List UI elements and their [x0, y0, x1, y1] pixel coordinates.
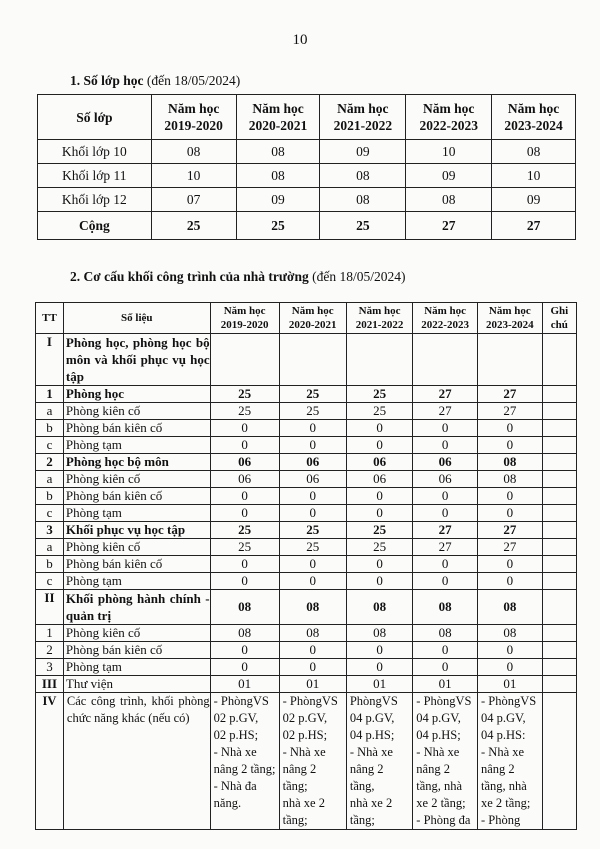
row-label: Khối lớp 11	[38, 164, 152, 188]
table-row	[38, 164, 576, 188]
value-cell: 0	[279, 642, 346, 659]
value-cell: 08	[478, 590, 543, 625]
value-cell	[542, 420, 576, 437]
value-cell: 0	[346, 505, 412, 522]
value-cell	[542, 488, 576, 505]
section-2-heading	[70, 269, 405, 285]
value-cell: 0	[210, 420, 279, 437]
value-cell: - PhòngVS 02 p.GV, 02 p.HS; - Nhà xe nâng 2 tầng; nhà xe 2 tầng;	[279, 693, 346, 830]
row-label: Phòng tạm	[63, 505, 210, 522]
table-row	[38, 140, 576, 164]
value-cell: - PhòngVS 02 p.GV, 02 p.HS; - Nhà xe nâng 2 tầng; - Nhà đa năng.	[210, 693, 279, 830]
table-row	[36, 659, 577, 676]
value-cell: - PhòngVS 04 p.GV, 04 p.HS; - Nhà xe nâng 2 tầng, nhà xe 2 tầng; - Phòng đa	[413, 693, 478, 830]
value-cell: 08	[210, 625, 279, 642]
table-row	[36, 522, 577, 539]
value-cell: 08	[478, 471, 543, 488]
row-label: Khối phục vụ học tập	[63, 522, 210, 539]
value-cell: 06	[346, 454, 412, 471]
value-cell: 27	[413, 539, 478, 556]
value-cell	[542, 505, 576, 522]
value-cell	[542, 454, 576, 471]
value-cell: 01	[478, 676, 543, 693]
table-row	[36, 676, 577, 693]
row-label: Khối phòng hành chính - quản trị	[63, 590, 210, 625]
value-cell: 08	[406, 188, 492, 212]
header-cell: Năm học 2020-2021	[279, 303, 346, 334]
value-cell	[346, 334, 412, 386]
value-cell: 0	[210, 437, 279, 454]
value-cell: 0	[346, 642, 412, 659]
value-cell: 0	[478, 488, 543, 505]
value-cell: 25	[279, 386, 346, 403]
value-cell: 0	[279, 488, 346, 505]
table-row	[36, 625, 577, 642]
row-number: a	[36, 403, 64, 420]
value-cell: 0	[346, 659, 412, 676]
section-2-heading-bold: 2. Cơ cấu khối công trình của nhà trường	[70, 269, 309, 284]
value-cell: 0	[346, 556, 412, 573]
table-row	[36, 642, 577, 659]
header-cell: Năm học 2022-2023	[413, 303, 478, 334]
value-cell	[542, 693, 576, 830]
value-cell: 08	[210, 590, 279, 625]
total-row	[38, 212, 576, 240]
value-cell: 06	[413, 471, 478, 488]
header-cell: Ghi chú	[542, 303, 576, 334]
value-cell: 25	[210, 539, 279, 556]
value-cell: 0	[346, 573, 412, 590]
value-cell: 0	[346, 437, 412, 454]
total-value-cell: 27	[492, 212, 576, 240]
value-cell: 25	[210, 403, 279, 420]
table-row	[36, 334, 577, 386]
value-cell: 09	[236, 188, 320, 212]
value-cell: 27	[478, 522, 543, 539]
value-cell	[542, 556, 576, 573]
value-cell: 0	[413, 420, 478, 437]
value-cell: 08	[236, 140, 320, 164]
header-cell: Năm học 2023-2024	[492, 95, 576, 140]
value-cell: 0	[413, 642, 478, 659]
row-label: Phòng tạm	[63, 659, 210, 676]
value-cell: 06	[346, 471, 412, 488]
row-number: b	[36, 488, 64, 505]
header-cell: TT	[36, 303, 64, 334]
facilities-table	[35, 302, 577, 830]
value-cell: 10	[406, 140, 492, 164]
value-cell: 10	[151, 164, 236, 188]
value-cell: 06	[279, 471, 346, 488]
value-cell: 07	[151, 188, 236, 212]
value-cell: 06	[210, 471, 279, 488]
value-cell: 27	[413, 403, 478, 420]
value-cell: 25	[346, 539, 412, 556]
row-number: 2	[36, 642, 64, 659]
row-number: 3	[36, 522, 64, 539]
value-cell	[542, 471, 576, 488]
value-cell: 25	[210, 522, 279, 539]
value-cell: 0	[413, 556, 478, 573]
table-row	[36, 556, 577, 573]
section-1-heading-bold: 1. Số lớp học	[70, 73, 144, 88]
table-row	[36, 590, 577, 625]
value-cell: 25	[279, 403, 346, 420]
row-number: III	[36, 676, 64, 693]
value-cell: 0	[210, 659, 279, 676]
value-cell	[542, 642, 576, 659]
value-cell: 09	[406, 164, 492, 188]
row-label: Các công trình, khối phòng chức năng khác (nếu có)	[63, 693, 210, 830]
value-cell: 27	[478, 403, 543, 420]
value-cell: 08	[413, 590, 478, 625]
total-value-cell: 25	[320, 212, 406, 240]
value-cell	[542, 659, 576, 676]
row-number: 2	[36, 454, 64, 471]
value-cell: 08	[151, 140, 236, 164]
row-number: c	[36, 505, 64, 522]
class-count-table	[37, 94, 576, 240]
value-cell: 0	[413, 505, 478, 522]
row-number: I	[36, 334, 64, 386]
header-cell: Năm học 2020-2021	[236, 95, 320, 140]
value-cell	[542, 539, 576, 556]
value-cell: 01	[210, 676, 279, 693]
header-cell: Số liệu	[63, 303, 210, 334]
value-cell: 0	[413, 488, 478, 505]
row-number: b	[36, 556, 64, 573]
value-cell: 0	[478, 420, 543, 437]
table-row	[36, 539, 577, 556]
value-cell: 25	[346, 522, 412, 539]
value-cell: 27	[413, 522, 478, 539]
section-1-heading	[70, 73, 240, 89]
row-label: Thư viện	[63, 676, 210, 693]
section-2-heading-date: (đến 18/05/2024)	[308, 269, 406, 284]
row-number: 3	[36, 659, 64, 676]
value-cell	[542, 573, 576, 590]
value-cell: 25	[279, 539, 346, 556]
value-cell: 08	[346, 625, 412, 642]
row-number: 1	[36, 625, 64, 642]
value-cell: 09	[492, 188, 576, 212]
value-cell: 0	[413, 659, 478, 676]
table-row-other-facilities	[36, 693, 577, 830]
header-cell: Năm học 2019-2020	[210, 303, 279, 334]
header-cell: Năm học 2021-2022	[346, 303, 412, 334]
page-number: 10	[292, 32, 308, 48]
row-label: Phòng tạm	[63, 437, 210, 454]
total-value-cell: 27	[406, 212, 492, 240]
header-cell: Năm học 2019-2020	[151, 95, 236, 140]
value-cell: 0	[478, 556, 543, 573]
value-cell: 0	[478, 659, 543, 676]
table-row	[36, 403, 577, 420]
value-cell	[413, 334, 478, 386]
row-number: a	[36, 471, 64, 488]
value-cell: 08	[279, 625, 346, 642]
table-row	[36, 437, 577, 454]
value-cell: 08	[320, 164, 406, 188]
value-cell: 01	[346, 676, 412, 693]
value-cell: 0	[346, 488, 412, 505]
value-cell	[542, 590, 576, 625]
value-cell: 25	[210, 386, 279, 403]
value-cell: 27	[413, 386, 478, 403]
value-cell: 06	[279, 454, 346, 471]
row-label: Phòng bán kiên cố	[63, 488, 210, 505]
value-cell: 06	[210, 454, 279, 471]
value-cell: 09	[320, 140, 406, 164]
value-cell	[542, 386, 576, 403]
row-label: Phòng kiên cố	[63, 539, 210, 556]
value-cell	[210, 334, 279, 386]
value-cell: 0	[210, 505, 279, 522]
value-cell: 27	[478, 539, 543, 556]
value-cell: 0	[279, 505, 346, 522]
value-cell: 0	[279, 573, 346, 590]
table-row	[36, 573, 577, 590]
value-cell: 0	[413, 437, 478, 454]
value-cell: 08	[478, 625, 543, 642]
total-label: Cộng	[38, 212, 152, 240]
table-row	[38, 188, 576, 212]
table-row	[36, 505, 577, 522]
value-cell: 08	[346, 590, 412, 625]
table-header-row	[36, 303, 577, 334]
value-cell: 06	[413, 454, 478, 471]
row-label: Phòng tạm	[63, 573, 210, 590]
row-label: Phòng kiên cố	[63, 403, 210, 420]
row-label: Phòng học	[63, 386, 210, 403]
value-cell	[542, 437, 576, 454]
row-number: b	[36, 420, 64, 437]
row-number: c	[36, 573, 64, 590]
value-cell	[279, 334, 346, 386]
value-cell: 08	[413, 625, 478, 642]
value-cell: 0	[279, 420, 346, 437]
value-cell: 25	[346, 403, 412, 420]
row-label: Phòng kiên cố	[63, 471, 210, 488]
header-cell: Số lớp	[38, 95, 152, 140]
value-cell: 0	[210, 556, 279, 573]
value-cell: 27	[478, 386, 543, 403]
value-cell: 10	[492, 164, 576, 188]
table-row	[36, 488, 577, 505]
row-number: c	[36, 437, 64, 454]
value-cell: 08	[279, 590, 346, 625]
header-cell: Năm học 2022-2023	[406, 95, 492, 140]
value-cell	[542, 676, 576, 693]
table-header-row	[38, 95, 576, 140]
row-label: Khối lớp 10	[38, 140, 152, 164]
row-number: II	[36, 590, 64, 625]
total-value-cell: 25	[236, 212, 320, 240]
value-cell: 0	[279, 659, 346, 676]
header-cell: Năm học 2023-2024	[478, 303, 543, 334]
value-cell: - PhòngVS 04 p.GV, 04 p.HS: - Nhà xe nâng 2 tầng, nhà xe 2 tầng; - Phòng	[478, 693, 543, 830]
value-cell: 08	[478, 454, 543, 471]
row-label: Phòng học bộ môn	[63, 454, 210, 471]
value-cell: 0	[210, 642, 279, 659]
value-cell: 0	[210, 488, 279, 505]
value-cell: 0	[478, 437, 543, 454]
table-row	[36, 420, 577, 437]
row-number: IV	[36, 693, 64, 830]
row-label: Phòng kiên cố	[63, 625, 210, 642]
table-row	[36, 471, 577, 488]
row-number: a	[36, 539, 64, 556]
value-cell: 0	[279, 437, 346, 454]
value-cell: PhòngVS 04 p.GV, 04 p.HS; - Nhà xe nâng 2 tầng, nhà xe 2 tầng;	[346, 693, 412, 830]
value-cell: 0	[478, 573, 543, 590]
table-row	[36, 454, 577, 471]
value-cell: 0	[478, 642, 543, 659]
row-label: Phòng bán kiên cố	[63, 420, 210, 437]
value-cell	[542, 403, 576, 420]
row-label: Phòng bán kiên cố	[63, 642, 210, 659]
row-label: Khối lớp 12	[38, 188, 152, 212]
value-cell: 08	[236, 164, 320, 188]
value-cell: 01	[413, 676, 478, 693]
row-number: 1	[36, 386, 64, 403]
table-row	[36, 386, 577, 403]
total-value-cell: 25	[151, 212, 236, 240]
row-label: Phòng bán kiên cố	[63, 556, 210, 573]
value-cell: 0	[279, 556, 346, 573]
value-cell: 25	[346, 386, 412, 403]
section-1-heading-date: (đến 18/05/2024)	[143, 73, 241, 88]
value-cell: 01	[279, 676, 346, 693]
value-cell: 25	[279, 522, 346, 539]
value-cell: 08	[320, 188, 406, 212]
value-cell	[542, 625, 576, 642]
value-cell: 0	[413, 573, 478, 590]
value-cell	[542, 334, 576, 386]
row-label: Phòng học, phòng học bộ môn và khối phục vụ học tập	[63, 334, 210, 386]
value-cell: 08	[492, 140, 576, 164]
value-cell	[542, 522, 576, 539]
header-cell: Năm học 2021-2022	[320, 95, 406, 140]
value-cell: 0	[210, 573, 279, 590]
value-cell: 0	[478, 505, 543, 522]
value-cell: 0	[346, 420, 412, 437]
value-cell	[478, 334, 543, 386]
